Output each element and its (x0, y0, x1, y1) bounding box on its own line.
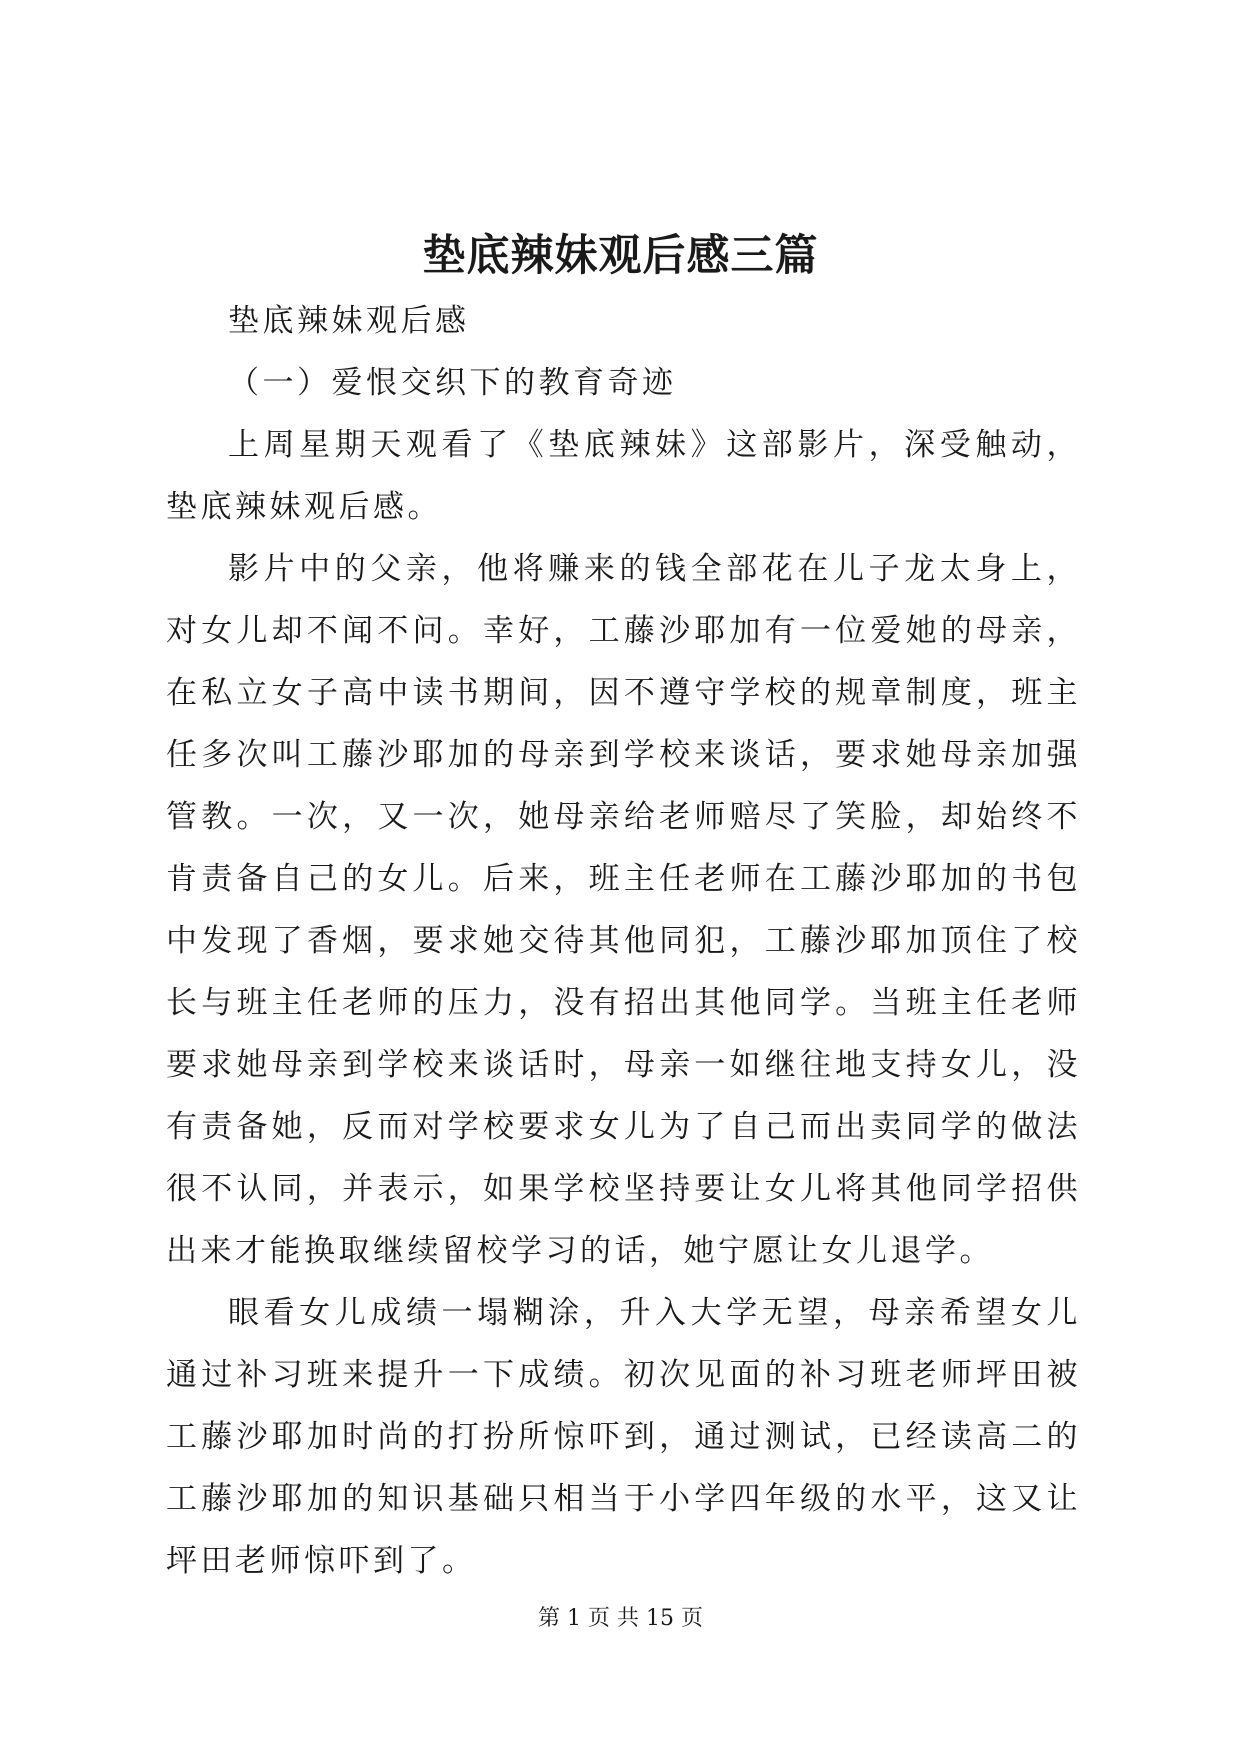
subtitle: 垫底辣妹观后感 (228, 303, 470, 339)
document-title: 垫底辣妹观后感三篇 (422, 231, 819, 281)
document-body (166, 290, 1081, 1592)
page-footer: 第 1 页 共 15 页 (538, 1606, 703, 1631)
paragraph: 眼看女儿成绩一塌糊涂，升入大学无望，母亲希望女儿通过补习班来提升一下成绩。初次见面的补习班老师坪田被工藤沙耶加时尚的打扮所惊吓到，通过测试，已经读高二的工藤沙耶加的知识基础只相当于小学四年级的水平，这又让坪田老师惊吓到了。 (166, 1295, 1081, 1579)
paragraph: 上周星期天观看了《垫底辣妹》这部影片，深受触动，垫底辣妹观后感。 (166, 427, 1081, 525)
section-heading: （一）爱恨交织下的教育奇迹 (228, 365, 677, 401)
paragraph: 影片中的父亲，他将赚来的钱全部花在儿子龙太身上，对女儿却不闻不问。幸好，工藤沙耶加有一位爱她的母亲，在私立女子高中读书期间，因不遵守学校的规章制度，班主任多次叫工藤沙耶加的母亲到学校来谈话，要求她母亲加强管教。一次，又一次，她母亲给老师赔尽了笑脸，却始终不肯责备自己的女儿。后来，班主任老师在工藤沙耶加的书包中发现了香烟，要求她交待其他同犯，工藤沙耶加顶住了校长与班主任老师的压力，没有招出其他同学。当班主任老师要求她母亲到学校来谈话时，母亲一如继往地支持女儿，没有责备她，反而对学校要求女儿为了自己而出卖同学的做法很不认同，并表示，如果学校坚持要让女儿将其他同学招供出来才能换取继续留校学习的话，她宁愿让女儿退学。 (166, 551, 1081, 1269)
